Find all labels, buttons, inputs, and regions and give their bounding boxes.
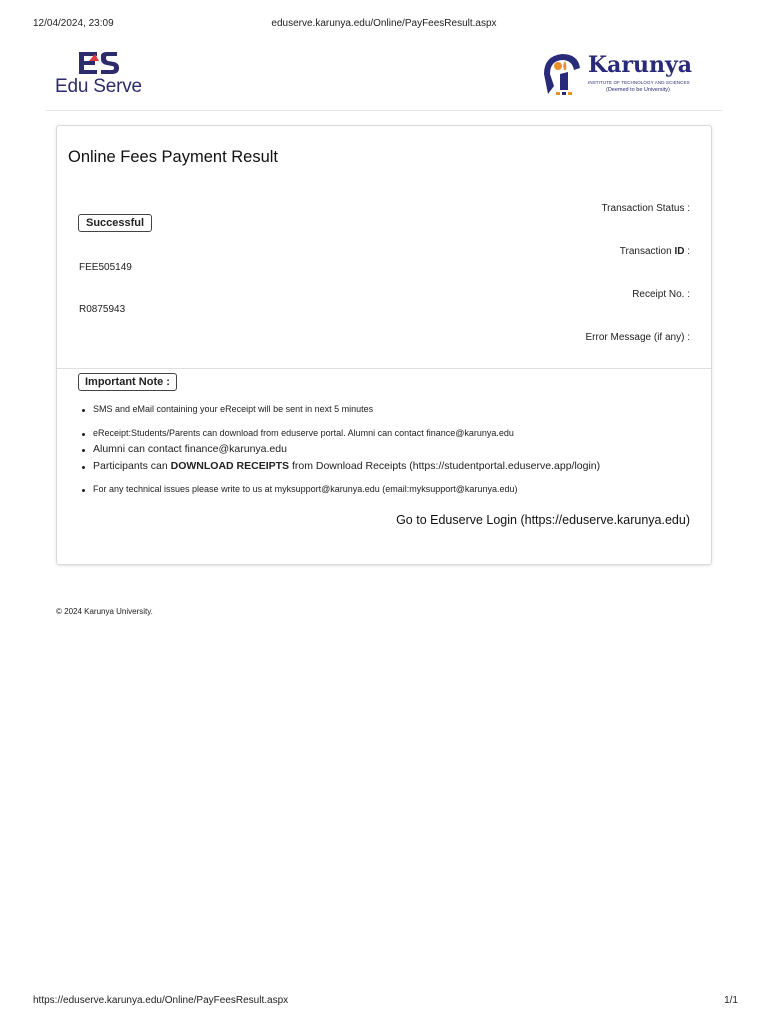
- karunya-deemed: (Deemed to be University): [606, 87, 670, 93]
- transaction-id-value: FEE505149: [79, 262, 132, 273]
- eduserve-login-link[interactable]: Go to Eduserve Login (https://eduserve.karunya.edu): [396, 513, 690, 527]
- receipt-no-value: R0875943: [79, 304, 126, 315]
- page-title: Online Fees Payment Result: [68, 148, 279, 166]
- eduserve-logo[interactable]: [55, 50, 145, 100]
- list-item: SMS and eMail containing your eReceipt will be sent in next 5 minutes: [93, 404, 374, 414]
- karunya-emblem-icon: [538, 50, 586, 100]
- brand-header: [46, 40, 722, 111]
- important-note-heading: Important Note :: [78, 373, 177, 391]
- error-message-label: Error Message (if any) :: [585, 332, 690, 343]
- list-item: eReceipt:Students/Parents can download from eduserve portal. Alumni can contact finance@karunya.edu: [93, 428, 514, 438]
- payment-result-card: [56, 125, 712, 565]
- list-item: Alumni can contact finance@karunya.edu: [93, 443, 287, 455]
- copyright: © 2024 Karunya University.: [56, 607, 153, 616]
- transaction-status-label: Transaction Status :: [601, 203, 690, 214]
- karunya-name: Karunya: [588, 52, 692, 78]
- print-footer-url: https://eduserve.karunya.edu/Online/PayFeesResult.aspx: [33, 995, 289, 1006]
- eduserve-name: Edu Serve: [55, 76, 142, 97]
- es-logo-icon: [77, 50, 121, 76]
- print-datetime: 12/04/2024, 23:09: [33, 18, 114, 29]
- status-badge: Successful: [78, 214, 152, 232]
- section-divider: [57, 368, 711, 369]
- print-page-number: 1/1: [724, 995, 738, 1006]
- transaction-id-label: Transaction ID :: [619, 246, 690, 257]
- print-page-url: eduserve.karunya.edu/Online/PayFeesResult.aspx: [271, 18, 497, 29]
- list-item: Participants can DOWNLOAD RECEIPTS from Download Receipts (https://studentportal.eduserve.app/login): [93, 460, 601, 472]
- receipt-no-label: Receipt No. :: [632, 289, 690, 300]
- list-item: For any technical issues please write to us at myksupport@karunya.edu (email:myksupport@karunya.edu): [93, 484, 518, 494]
- karunya-logo[interactable]: [538, 50, 718, 100]
- karunya-tagline: INSTITUTE OF TECHNOLOGY AND SCIENCES: [588, 80, 690, 85]
